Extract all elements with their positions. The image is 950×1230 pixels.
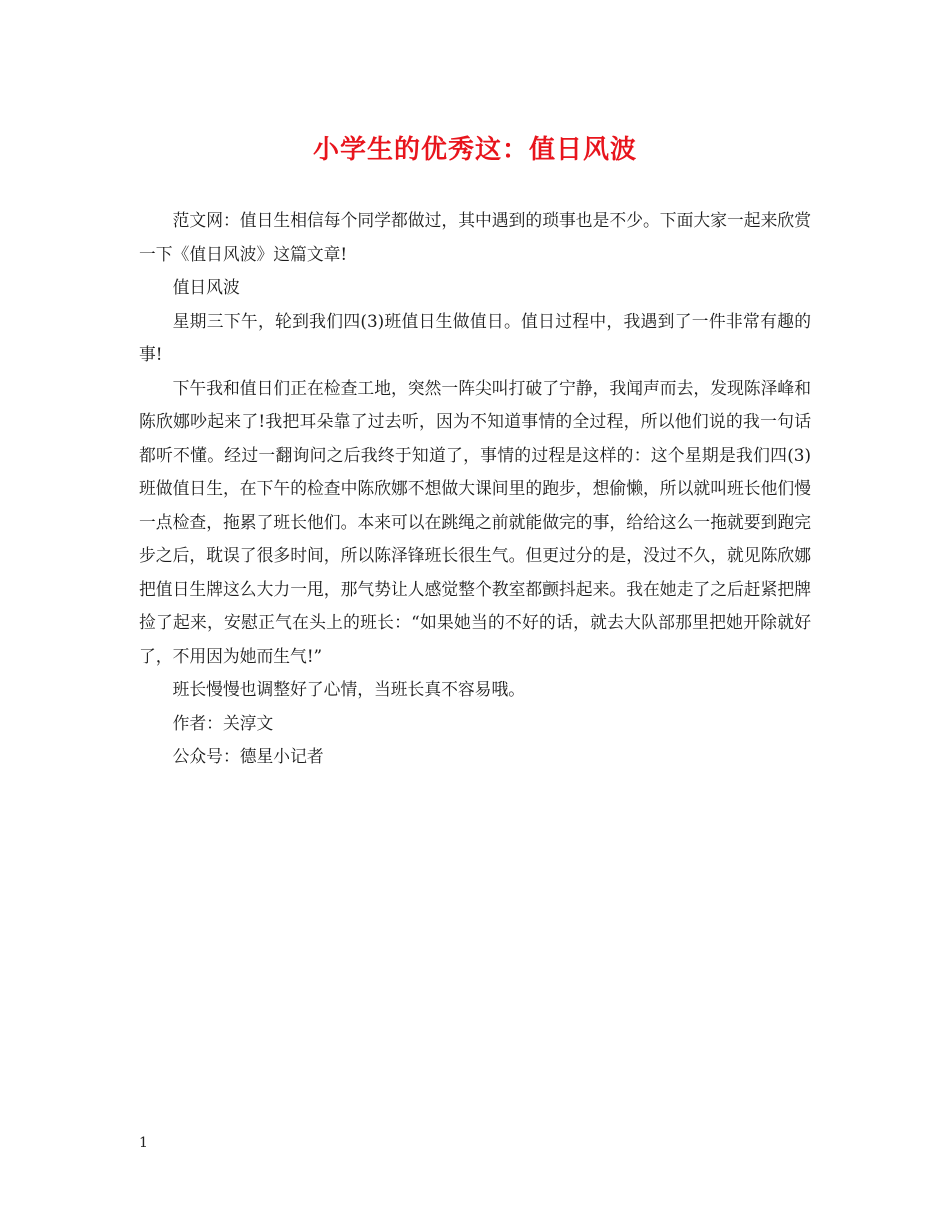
document-body: [139, 204, 811, 774]
document-title: 小学生的优秀这：值日风波: [312, 135, 637, 165]
page-number: 1: [139, 1135, 148, 1151]
intro-paragraph: 范文网：值日生相信每个同学都做过，其中遇到的琐事也是不少。下面大家一起来欣赏一下《值日风波》这篇文章!: [139, 210, 811, 264]
author-line: 作者：关淳文: [172, 712, 274, 733]
account-line: 公众号：德星小记者: [172, 746, 324, 766]
article-heading: 值日风波: [172, 277, 240, 297]
body-paragraph: 下午我和值日们正在检查工地，突然一阵尖叫打破了宁静，我闻声而去，发现陈泽峰和陈欣娜吵起来了!我把耳朵靠了过去听，因为不知道事情的全过程，所以他们说的我一句话都听不懂。经过一翻询问之后我终于知道了，事情的过程是这样的：这个星期是我们四(3)班做值日生，在下午的检查中陈欣娜不想做大课间里的跑步，想偷懒，所以就叫班长他们慢一点检查，拖累了班长他们。本来可以在跳绳之前就能做完的事，给给这么一拖就要到跑完步之后，耽误了很多时间，所以陈泽锋班长很生气。但更过分的是，没过不久，就见陈欣娜把值日生牌这么大力一甩，那气势让人感觉整个教室都颤抖起来。我在她走了之后赶紧把牌捡了起来，安慰正气在头上的班长：“如果她当的不好的话，就去大队部那里把她开除就好了，不用因为她而生气!”: [139, 377, 811, 666]
body-paragraph: 星期三下午，轮到我们四(3)班值日生做值日。值日过程中，我遇到了一件非常有趣的事!: [139, 310, 811, 364]
body-paragraph: 班长慢慢也调整好了心情，当班长真不容易哦。: [172, 679, 526, 699]
